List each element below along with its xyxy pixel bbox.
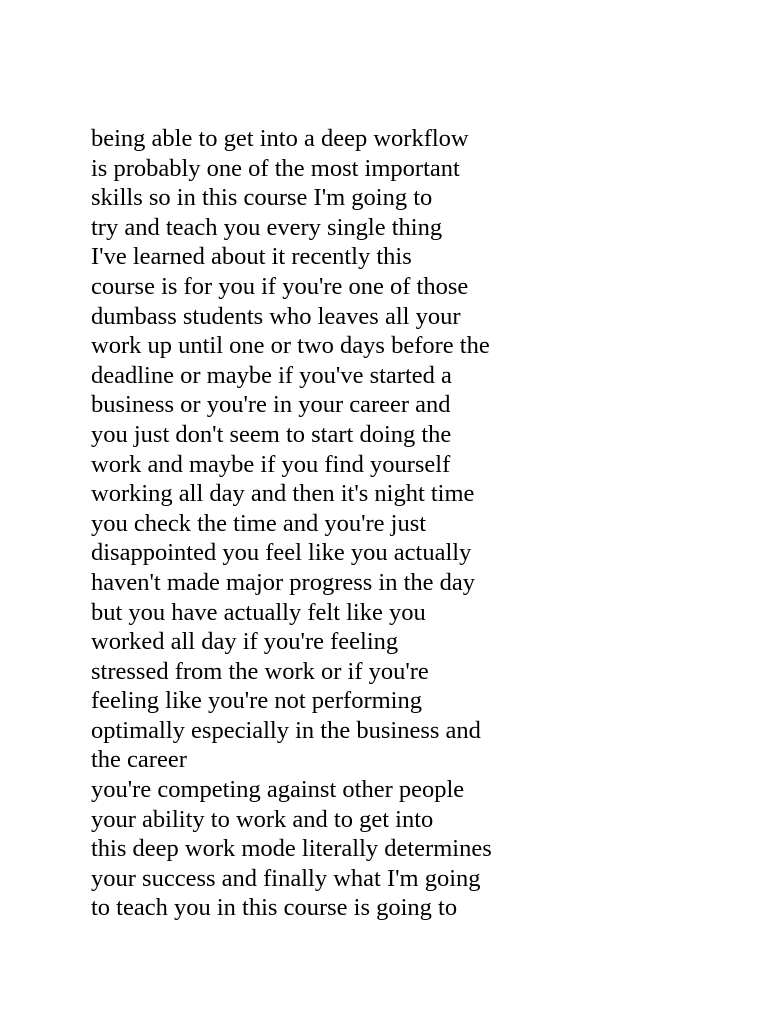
- text-line: feeling like you're not performing: [91, 687, 422, 715]
- text-line: working all day and then it's night time: [91, 480, 475, 508]
- text-line: deadline or maybe if you've started a: [91, 361, 452, 389]
- text-line: optimally especially in the business and: [91, 716, 481, 744]
- text-line: course is for you if you're one of those: [91, 272, 469, 300]
- text-line: to teach you in this course is going to: [91, 894, 458, 922]
- text-line: haven't made major progress in the day: [91, 568, 476, 596]
- text-line: business or you're in your career and: [91, 391, 451, 419]
- text-line: work up until one or two days before the: [91, 332, 490, 360]
- text-line: disappointed you feel like you actually: [91, 539, 472, 567]
- text-line: I've learned about it recently this: [91, 243, 412, 271]
- text-line: skills so in this course I'm going to: [91, 184, 433, 212]
- text-line: but you have actually felt like you: [91, 598, 426, 626]
- text-line: your success and finally what I'm going: [91, 864, 481, 892]
- text-line: your ability to work and to get into: [91, 805, 434, 833]
- transcript-text: [91, 124, 731, 923]
- text-line: is probably one of the most important: [91, 154, 460, 182]
- text-line: worked all day if you're feeling: [91, 628, 399, 656]
- text-line: stressed from the work or if you're: [91, 657, 429, 685]
- text-line: you just don't seem to start doing the: [91, 420, 452, 448]
- text-line: work and maybe if you find yourself: [91, 450, 451, 478]
- text-line: being able to get into a deep workflow: [91, 125, 469, 152]
- text-line: dumbass students who leaves all your: [91, 302, 461, 330]
- text-line: you check the time and you're just: [91, 509, 427, 537]
- text-line: try and teach you every single thing: [91, 213, 443, 241]
- text-line: the career: [91, 746, 187, 774]
- text-line: this deep work mode literally determines: [91, 835, 492, 863]
- text-line: you're competing against other people: [91, 776, 465, 804]
